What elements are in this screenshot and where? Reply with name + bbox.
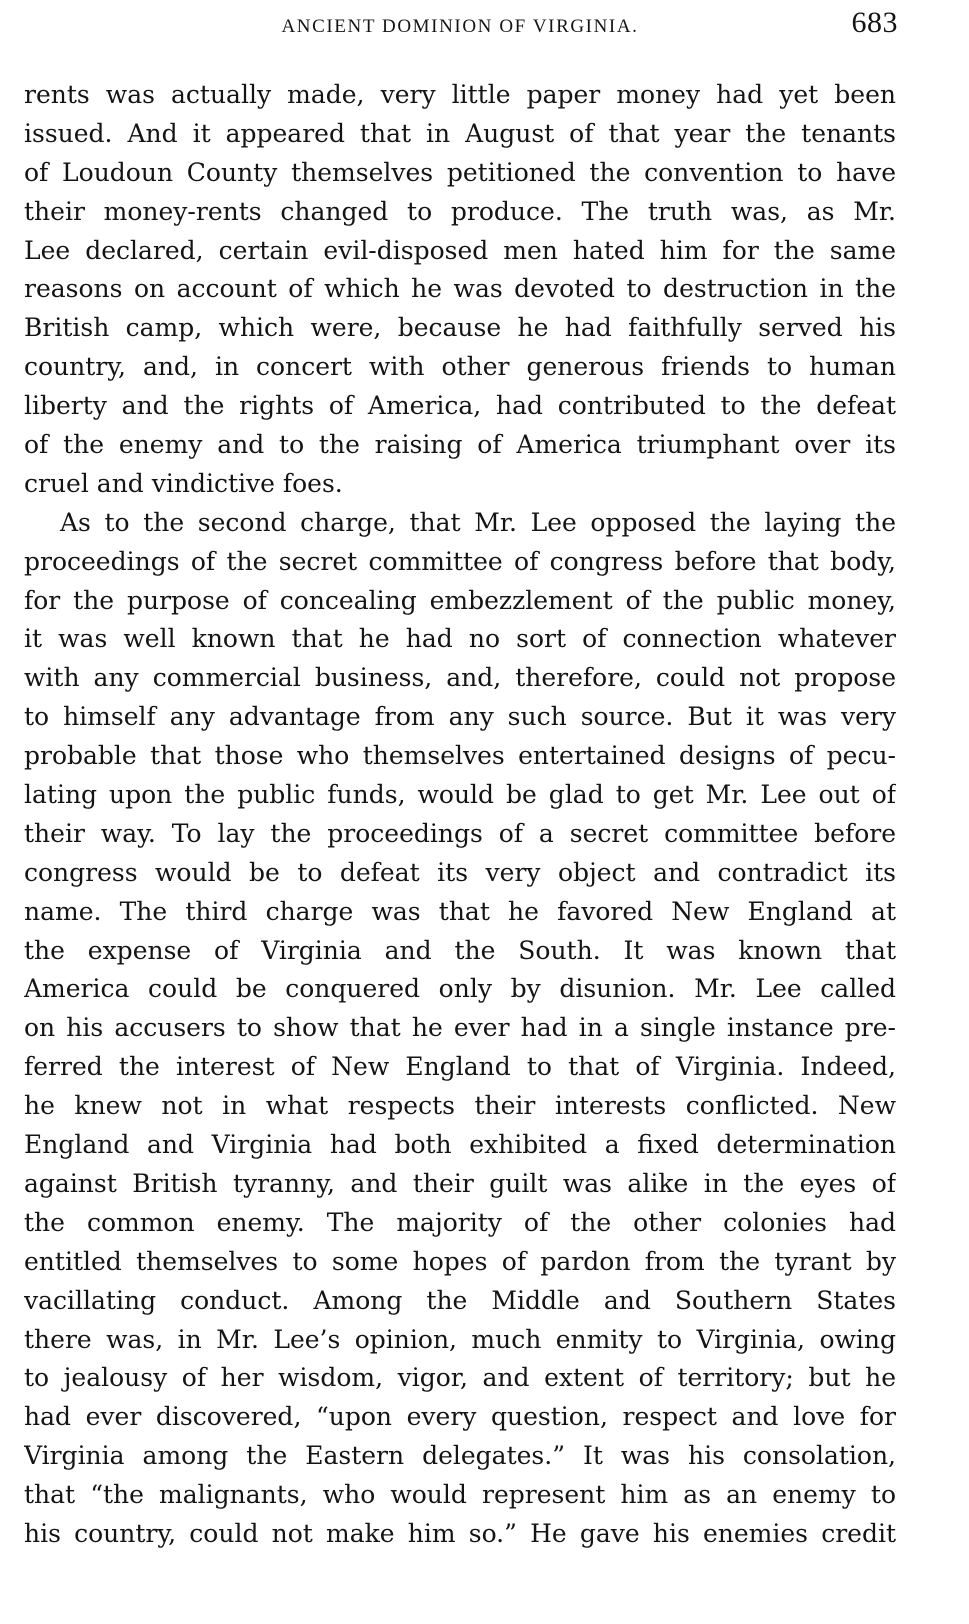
paragraph-1 bbox=[24, 76, 896, 504]
text-line: on his accusers to show that he ever had in a single instance pre- bbox=[24, 1013, 896, 1043]
text-line: As to the second charge, that Mr. Lee opposed the laying the bbox=[60, 507, 896, 537]
text-line: he knew not in what respects their interests conflicted. New bbox=[24, 1091, 896, 1121]
text-line: cruel and vindictive foes. bbox=[24, 468, 343, 498]
text-line: vacillating conduct. Among the Middle and Southern States bbox=[24, 1285, 896, 1315]
text-line: their way. To lay the proceedings of a secret committee before bbox=[24, 818, 896, 848]
text-line: his country, could not make him so.” He gave his enemies credit bbox=[24, 1518, 896, 1548]
text-line: probable that those who themselves entertained designs of pecu- bbox=[24, 741, 896, 771]
text-line: rents was actually made, very little paper money had yet been bbox=[24, 80, 896, 109]
text-line: entitled themselves to some hopes of pardon from the tyrant by bbox=[24, 1246, 896, 1276]
running-head bbox=[24, 6, 896, 40]
page-number: 683 bbox=[851, 6, 898, 39]
text-line: Lee declared, certain evil-disposed men hated him for the same bbox=[24, 235, 896, 265]
text-line: to jealousy of her wisdom, vigor, and extent of territory; but he bbox=[24, 1363, 896, 1393]
text-line: Virginia among the Eastern delegates.” It was his consolation, bbox=[24, 1441, 896, 1471]
text-line: it was well known that he had no sort of connection whatever bbox=[24, 624, 896, 654]
text-line: congress would be to defeat its very object and contradict its bbox=[24, 857, 896, 887]
text-line: had ever discovered, “upon every question, respect and love for bbox=[24, 1402, 896, 1432]
body-text bbox=[24, 76, 896, 1554]
text-line: against British tyranny, and their guilt was alike in the eyes of bbox=[24, 1168, 896, 1198]
text-line: country, and, in concert with other generous friends to human bbox=[24, 352, 896, 382]
text-line: British camp, which were, because he had faithfully served his bbox=[24, 313, 896, 343]
text-line: their money-rents changed to produce. The truth was, as Mr. bbox=[24, 196, 896, 226]
text-line: issued. And it appeared that in August of that year the tenants bbox=[24, 118, 896, 148]
text-line: with any commercial business, and, therefore, could not propose bbox=[24, 663, 896, 693]
text-line: that “the malignants, who would represent him as an enemy to bbox=[24, 1480, 896, 1510]
text-line: the expense of Virginia and the South. It was known that bbox=[24, 935, 896, 965]
text-line: of Loudoun County themselves petitioned the convention to have bbox=[24, 157, 896, 187]
text-line: lating upon the public funds, would be glad to get Mr. Lee out of bbox=[24, 780, 896, 810]
text-line: America could be conquered only by disunion. Mr. Lee called bbox=[24, 974, 896, 1004]
text-line: there was, in Mr. Lee’s opinion, much enmity to Virginia, owing bbox=[24, 1324, 896, 1354]
text-line: reasons on account of which he was devoted to destruction in the bbox=[24, 274, 896, 304]
text-line: ferred the interest of New England to that of Virginia. Indeed, bbox=[24, 1052, 896, 1082]
text-line: to himself any advantage from any such source. But it was very bbox=[24, 702, 896, 732]
text-line: for the purpose of concealing embezzlement of the public money, bbox=[24, 585, 896, 615]
text-line: liberty and the rights of America, had contributed to the defeat bbox=[24, 391, 896, 421]
text-line: the common enemy. The majority of the other colonies had bbox=[24, 1207, 896, 1237]
text-line: of the enemy and to the raising of America triumphant over its bbox=[24, 430, 896, 460]
text-line: proceedings of the secret committee of congress before that body, bbox=[24, 546, 896, 576]
text-line: England and Virginia had both exhibited a fixed determination bbox=[24, 1130, 896, 1160]
running-title: ANCIENT DOMINION OF VIRGINIA. bbox=[281, 16, 639, 37]
paragraph-2 bbox=[24, 504, 896, 1554]
text-line: name. The third charge was that he favored New England at bbox=[24, 896, 896, 926]
